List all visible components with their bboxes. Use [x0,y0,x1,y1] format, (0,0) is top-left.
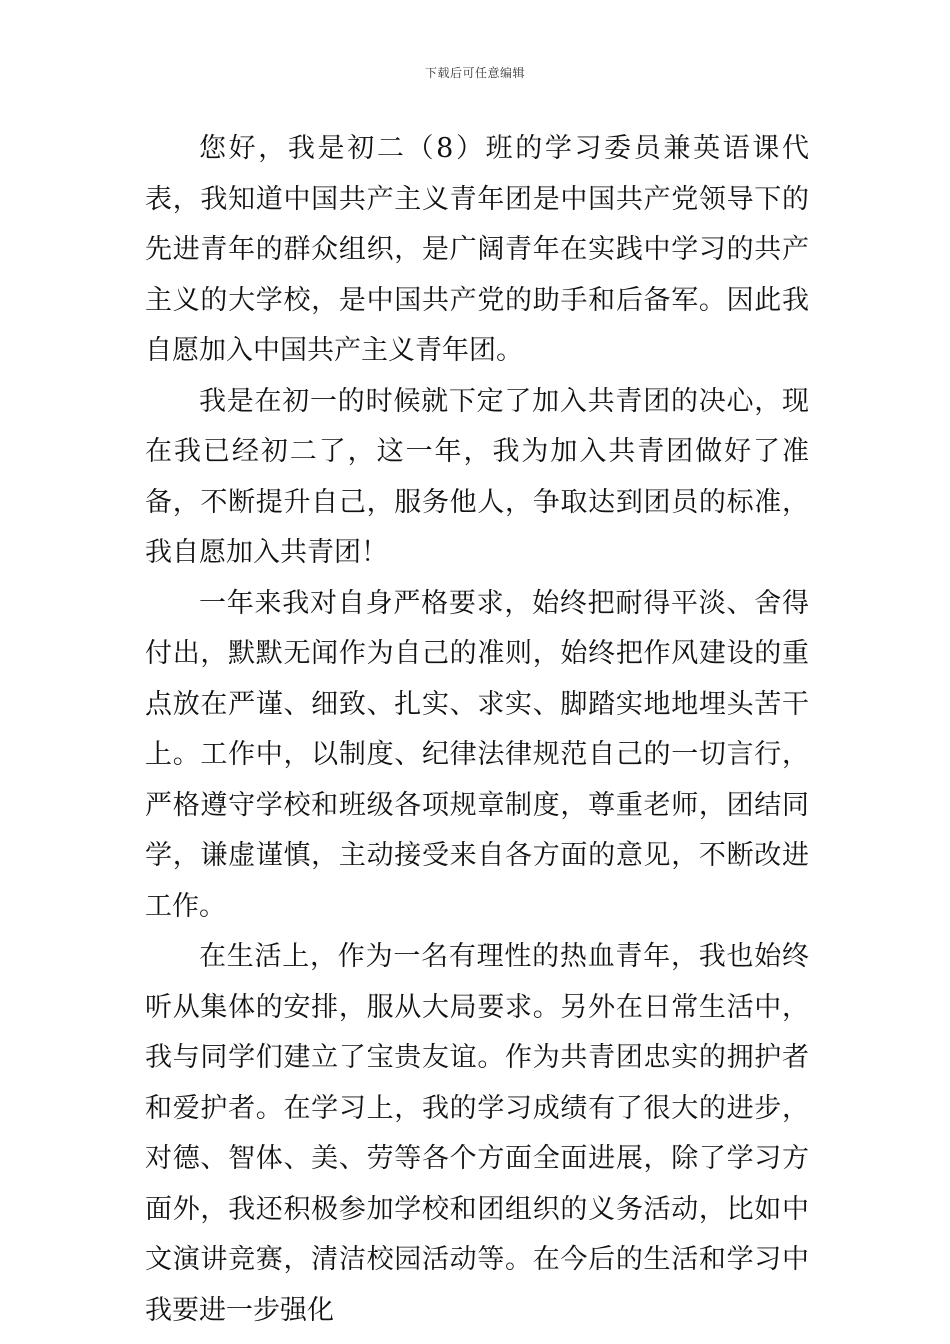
paragraph-3: 一年来我对自身严格要求，始终把耐得平淡、舍得付出，默默无闻作为自己的准则，始终把作风建设的重点放在严谨、细致、扎实、求实、脚踏实地地埋头苦干上。工作中，以制度、纪律法律规范自己的一切言行，严格遵守学校和班级各项规章制度，尊重老师，团结同学，谦虚谨慎，主动接受来自各方面的意见，不断改进工作。 [145,587,809,922]
paragraph-1: 您好，我是初二（8）班的学习委员兼英语课代表，我知道中国共产主义青年团是中国共产党领导下的先进青年的群众组织，是广阔青年在实践中学习的共产主义的大学校，是中国共产党的助手和后备军。因此我自愿加入中国共产主义青年团。 [145,133,809,366]
page-header: 下载后可任意编辑 [424,66,525,80]
document-body [145,124,809,1336]
paragraph-2: 我是在初一的时候就下定了加入共青团的决心，现在我已经初二了，这一年，我为加入共青团做好了准备，不断提升自己，服务他人，争取达到团员的标准，我自愿加入共青团！ [145,385,809,568]
paragraph-4: 在生活上，作为一名有理性的热血青年，我也始终听从集体的安排，服从大局要求。另外在日常生活中，我与同学们建立了宝贵友谊。作为共青团忠实的拥护者和爱护者。在学习上，我的学习成绩有了很大的进步，对德、智体、美、劳等各个方面全面进展，除了学习方面外，我还积极参加学校和团组织的义务活动，比如中文演讲竞赛，清洁校园活动等。在今后的生活和学习中我要进一步强化 [145,941,809,1326]
